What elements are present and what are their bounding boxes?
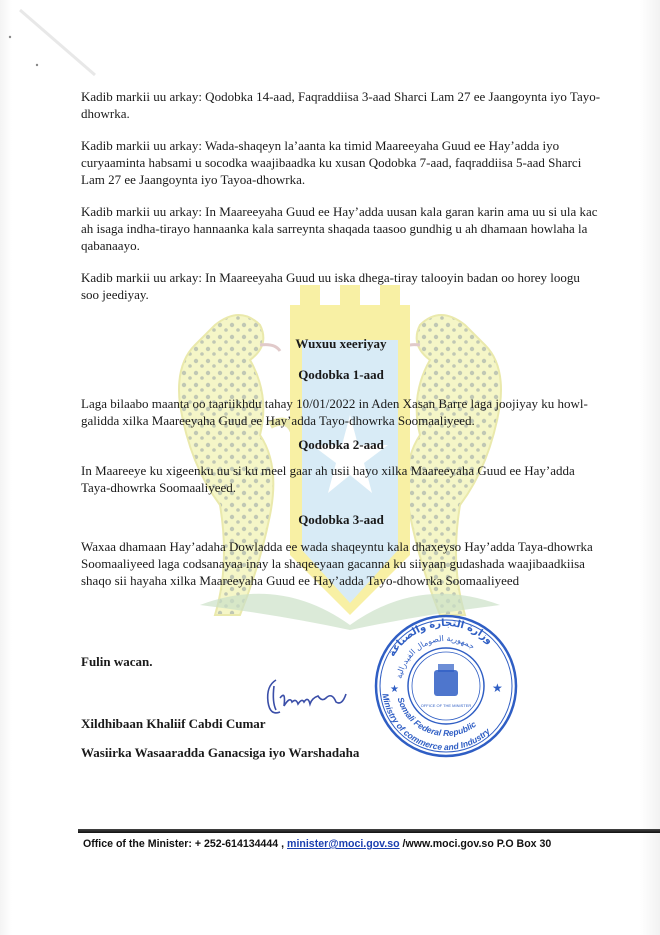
article-text: In Maareeye ku xigeenku uu si ku meel gaar ah usii hayo xilka Maareeyaha Guud ee Hay’adda Taya-dhowrka Soomaaliyeed. — [81, 463, 575, 495]
stamp-english-inner: Somali Federal Republic — [395, 695, 478, 739]
article-text: Laga bilaabo maanta oo taariikhdu tahay 10/01/2022 in Aden Xasan Barre laga joojiyay ku howl-galidda xilka Maareeyaha Guud ee Hay’adda Tayo-dhowrka Soomaaliyeed. — [81, 396, 588, 428]
article-heading: Qodobka 2-aad — [298, 437, 384, 452]
stamp-arabic-outer: وزارة التجارة والصناعة — [386, 617, 495, 659]
preamble-paragraph: Kadib markii uu arkay: Qodobka 14-aad, Faqraddiisa 3-aad Sharci Lam 27 ee Jaangoynta iyo Tayo-dhowrka. — [81, 89, 601, 121]
document-body — [81, 88, 601, 604]
closing-text: Fulin wacan. — [81, 654, 153, 669]
footer-contact — [83, 838, 643, 850]
signatory-name: Xildhibaan Khaliif Cabdi Cumar — [81, 716, 266, 731]
preamble-paragraph: Kadib markii uu arkay: In Maareeyaha Guud ee Hay’adda uusan kala garan karin ama uu si ula kac ah isaga indha-tirayo hannaanka kala sarreynta shaqada taasoo gundhig u ah dhamaan howlaha la qabanaayo. — [81, 204, 598, 253]
preamble-paragraph: Kadib markii uu arkay: In Maareeyaha Guud uu iska dhega-tiray talooyin badan oo horey loogu soo jeediyay. — [81, 270, 580, 302]
decision-heading: Wuxuu xeeriyay — [295, 336, 387, 351]
footer-website-pobox: /www.moci.gov.so P.O Box 30 — [399, 838, 552, 850]
stamp-emblem-icon — [434, 664, 458, 696]
stamp-office-text: OFFICE OF THE MINISTER — [420, 703, 472, 708]
article-heading: Qodobka 3-aad — [298, 512, 384, 527]
stamp-arabic-inner: جمهورية الصومال الفيدرالية — [394, 633, 477, 680]
footer-email-link[interactable]: minister@moci.gov.so — [287, 838, 400, 850]
article-heading: Qodobka 1-aad — [298, 367, 384, 382]
preamble-paragraph: Kadib markii uu arkay: Wada-shaqeyn la’aanta ka timid Maareeyaha Guud ee Hay’adda iyo curyaaminta habsami u socodka waajibaadka ku xusan Qodobka 7-aad, faqraddiisa 5-aad Sharci Lam 27 ee Jaangoynta iyo Tayoa-dhowrka. — [81, 138, 582, 187]
signatory-title: Wasiirka Wasaaradda Ganacsiga iyo Warshadaha — [81, 745, 360, 760]
article-text: Waxaa dhamaan Hay’adaha Dowladda ee wada shaqeyntu kala dhaxeyso Hay’adda Taya-dhowrka Soomaaliyeed laga codsanayaa inay la shaqeeyaan gacanna ku siiyaan gudashada waajibaadkiisa shaqo sii hayaha xilka Maareeyaha Guud ee Hay’adda Tayo-dhowrka Soomaaliyeed — [81, 539, 593, 588]
signature — [262, 672, 362, 722]
ministry-stamp — [372, 612, 520, 760]
stamp-star-icon: ★ — [390, 684, 399, 695]
stamp-english-outer: Ministry of commerce and Industry — [380, 692, 492, 753]
signature-text: Cumar — [262, 672, 265, 673]
footer-divider — [78, 829, 660, 833]
stamp-star-icon: ★ — [492, 681, 503, 695]
footer-label: Office of the Minister: + 252-614134444 , — [83, 838, 288, 850]
